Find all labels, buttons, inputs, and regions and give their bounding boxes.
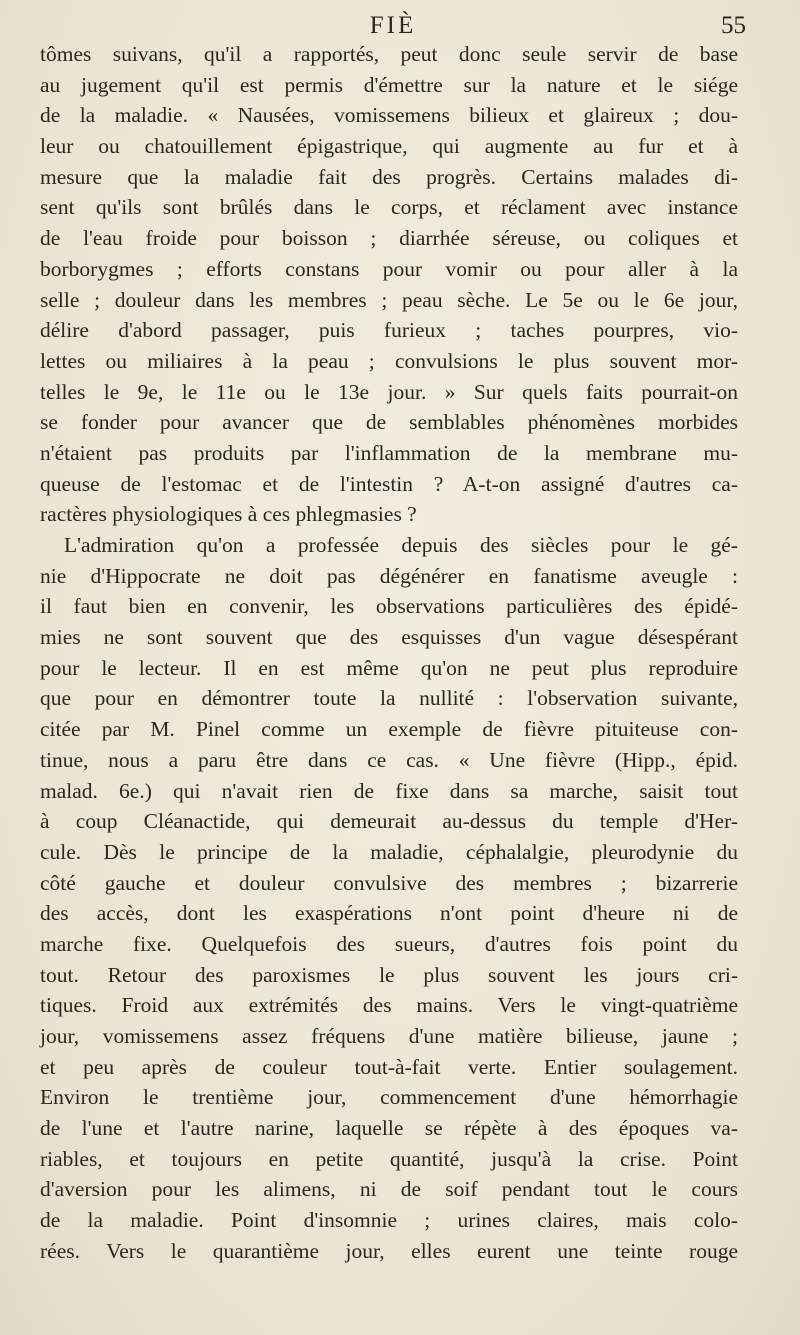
text-line: à coup Cléanactide, qui demeurait au-dessus du temple d'Her- [40, 809, 738, 834]
text-line: lettes ou miliaires à la peau ; convulsions le plus souvent mor- [40, 348, 738, 373]
text-line: que pour en démontrer toute la nullité : l'observation suivante, [40, 686, 738, 711]
text-line: mies ne sont souvent que des esquisses d'un vague désespérant [40, 625, 738, 650]
text-line: citée par M. Pinel comme un exemple de fièvre pituiteuse con- [40, 717, 738, 742]
text-line: de l'une et l'autre narine, laquelle se répète à des époques va- [40, 1116, 738, 1141]
text-line: côté gauche et douleur convulsive des membres ; bizarrerie [40, 870, 738, 895]
text-line: selle ; douleur dans les membres ; peau sèche. Le 5e ou le 6e jour, [40, 287, 738, 312]
text-line: de la maladie. « Nausées, vomissemens bilieux et glaireux ; dou- [40, 103, 738, 128]
text-line: rées. Vers le quarantième jour, elles eurent une teinte rouge [40, 1238, 738, 1263]
text-line: se fonder pour avancer que de semblables phénomènes morbides [40, 410, 738, 435]
text-line: malad. 6e.) qui n'avait rien de fixe dans sa marche, saisit tout [40, 778, 738, 803]
text-line: tiques. Froid aux extrémités des mains. Vers le vingt-quatrième [40, 993, 738, 1018]
text-line: de l'eau froide pour boisson ; diarrhée séreuse, ou coliques et [40, 226, 738, 251]
text-line: et peu après de couleur tout-à-fait verte. Entier soulagement. [40, 1054, 738, 1079]
text-line: tômes suivans, qu'il a rapportés, peut donc seule servir de base [40, 42, 738, 66]
text-line: riables, et toujours en petite quantité, jusqu'à la crise. Point [40, 1146, 738, 1171]
text-line: de la maladie. Point d'insomnie ; urines claires, mais colo- [40, 1208, 738, 1233]
text-line: d'aversion pour les alimens, ni de soif pendant tout le cours [40, 1177, 738, 1202]
text-line: queuse de l'estomac et de l'intestin ? A-t-on assigné d'autres ca- [40, 471, 738, 496]
text-line: cule. Dès le principe de la maladie, céphalalgie, pleurodynie du [40, 839, 738, 864]
page-header [40, 6, 746, 40]
text-line: n'étaient pas produits par l'inflammation de la membrane mu- [40, 440, 738, 465]
text-line: telles le 9e, le 11e ou le 13e jour. » Sur quels faits pourrait-on [40, 379, 738, 404]
text-line: borborygmes ; efforts constans pour vomir ou pour aller à la [40, 256, 738, 281]
text-line: il faut bien en convenir, les observations particulières des épidé- [40, 594, 738, 619]
text-line: mesure que la maladie fait des progrès. Certains malades di- [40, 164, 738, 189]
text-line: marche fixe. Quelquefois des sueurs, d'autres fois point du [40, 931, 738, 956]
text-line: pour le lecteur. Il en est même qu'on ne peut plus reproduire [40, 655, 738, 680]
text-line: délire d'abord passager, puis furieux ; taches pourpres, vio- [40, 318, 738, 343]
text-line: au jugement qu'il est permis d'émettre sur la nature et le siége [40, 72, 738, 97]
text-line: des accès, dont les exaspérations n'ont point d'heure ni de [40, 901, 738, 926]
text-line: leur ou chatouillement épigastrique, qui augmente au fur et à [40, 134, 738, 159]
running-head: FIÈ [369, 12, 417, 39]
text-line: Environ le trentième jour, commencement d'une hémorrhagie [40, 1085, 738, 1110]
text-line: tout. Retour des paroxismes le plus souvent les jours cri- [40, 962, 738, 987]
text-line: tinue, nous a paru être dans ce cas. « Une fièvre (Hipp., épid. [40, 747, 738, 772]
page-number: 55 [721, 12, 746, 39]
text-line: L'admiration qu'on a professée depuis des siècles pour le gé- [64, 533, 738, 557]
text-line: ractères physiologiques à ces phlegmasies ? [40, 502, 417, 527]
text-line: sent qu'ils sont brûlés dans le corps, et réclament avec instance [40, 195, 738, 220]
text-line: nie d'Hippocrate ne doit pas dégénérer en fanatisme aveugle : [40, 563, 738, 588]
body-text [40, 39, 738, 1267]
text-line: jour, vomissemens assez fréquens d'une matière bilieuse, jaune ; [40, 1024, 738, 1048]
